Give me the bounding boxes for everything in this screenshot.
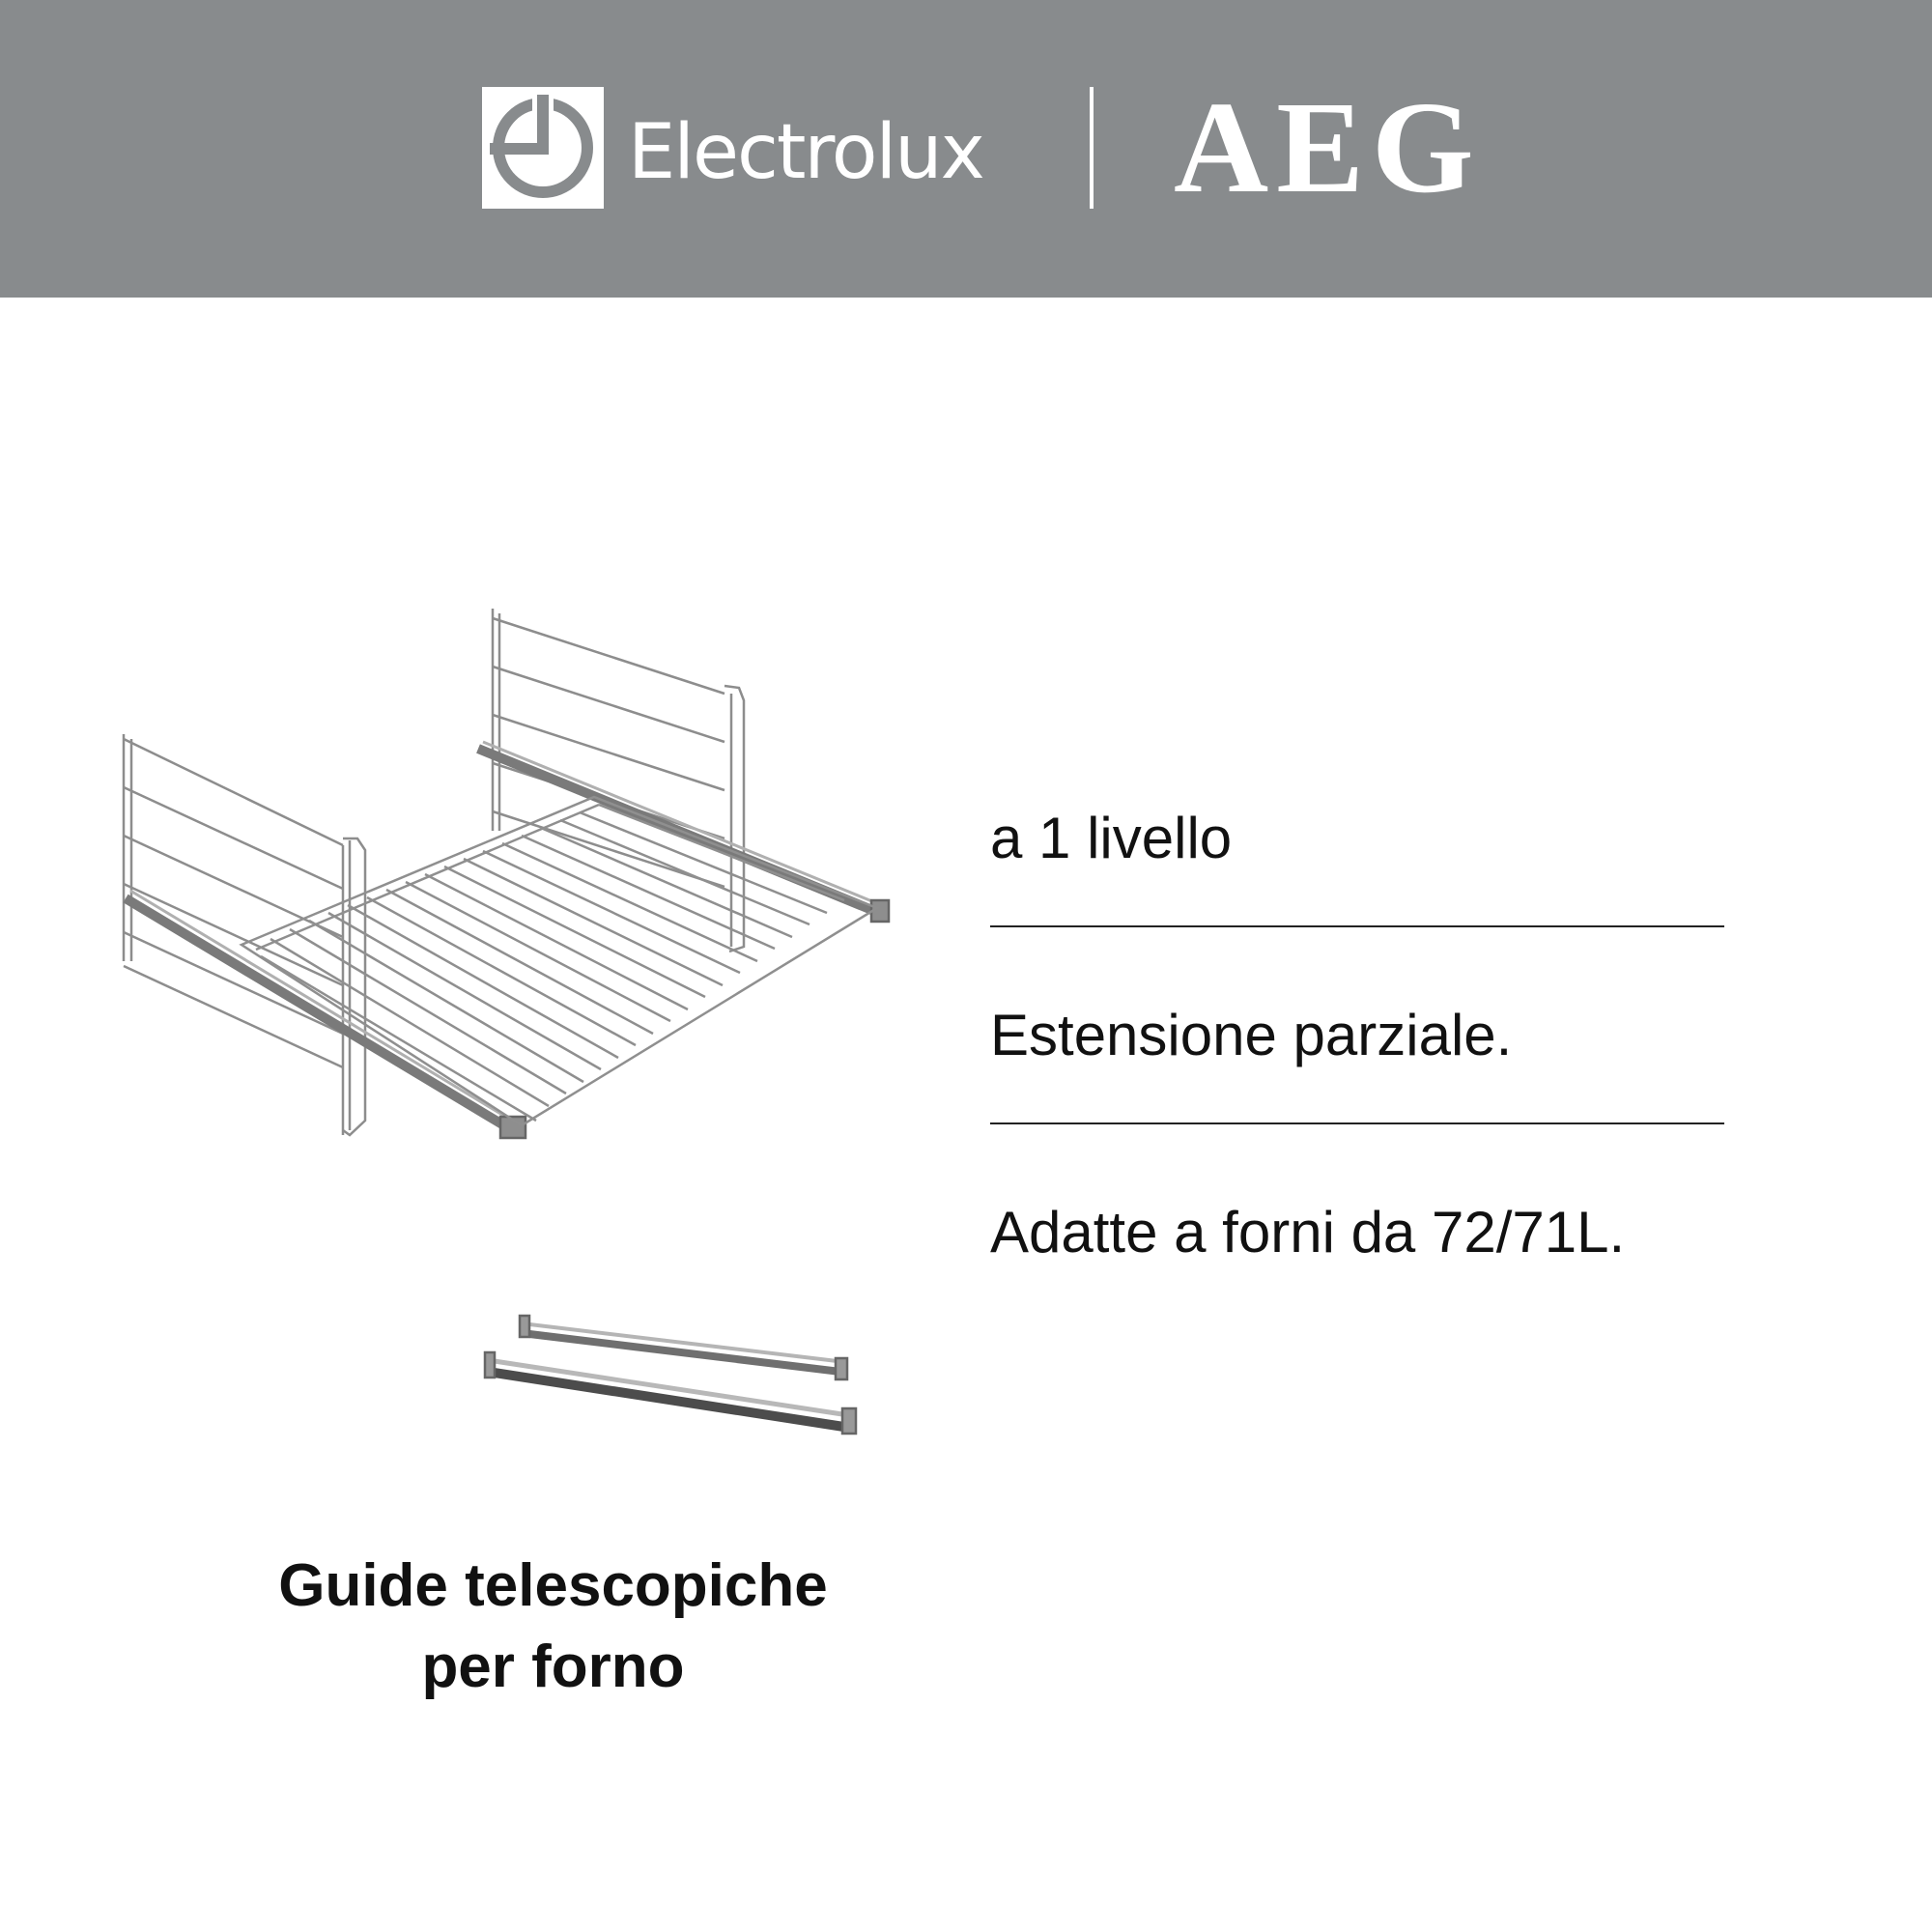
telescopic-oven-rack-icon bbox=[97, 580, 908, 1449]
aeg-wordmark: AEG bbox=[1174, 75, 1482, 220]
spec-divider bbox=[990, 1122, 1724, 1124]
wire-shelf bbox=[242, 797, 877, 1125]
telescopic-rails-icon bbox=[485, 1316, 856, 1434]
spec-compatibility: Adatte a forni da 72/71L. bbox=[990, 1200, 1626, 1264]
spec-divider bbox=[990, 925, 1724, 927]
caption-line-2: per forno bbox=[421, 1634, 685, 1700]
spec-list bbox=[990, 792, 1763, 1279]
caption-line-1: Guide telescopiche bbox=[278, 1552, 828, 1619]
spec-extension: Estensione parziale. bbox=[990, 1003, 1513, 1067]
product-caption bbox=[174, 1546, 932, 1708]
electrolux-wordmark: Electrolux bbox=[628, 109, 983, 196]
brand-header bbox=[0, 0, 1932, 298]
electrolux-logo-icon bbox=[482, 87, 604, 209]
brand-divider bbox=[1090, 87, 1094, 209]
left-side-rack bbox=[124, 734, 365, 1135]
spec-levels: a 1 livello bbox=[990, 806, 1233, 870]
